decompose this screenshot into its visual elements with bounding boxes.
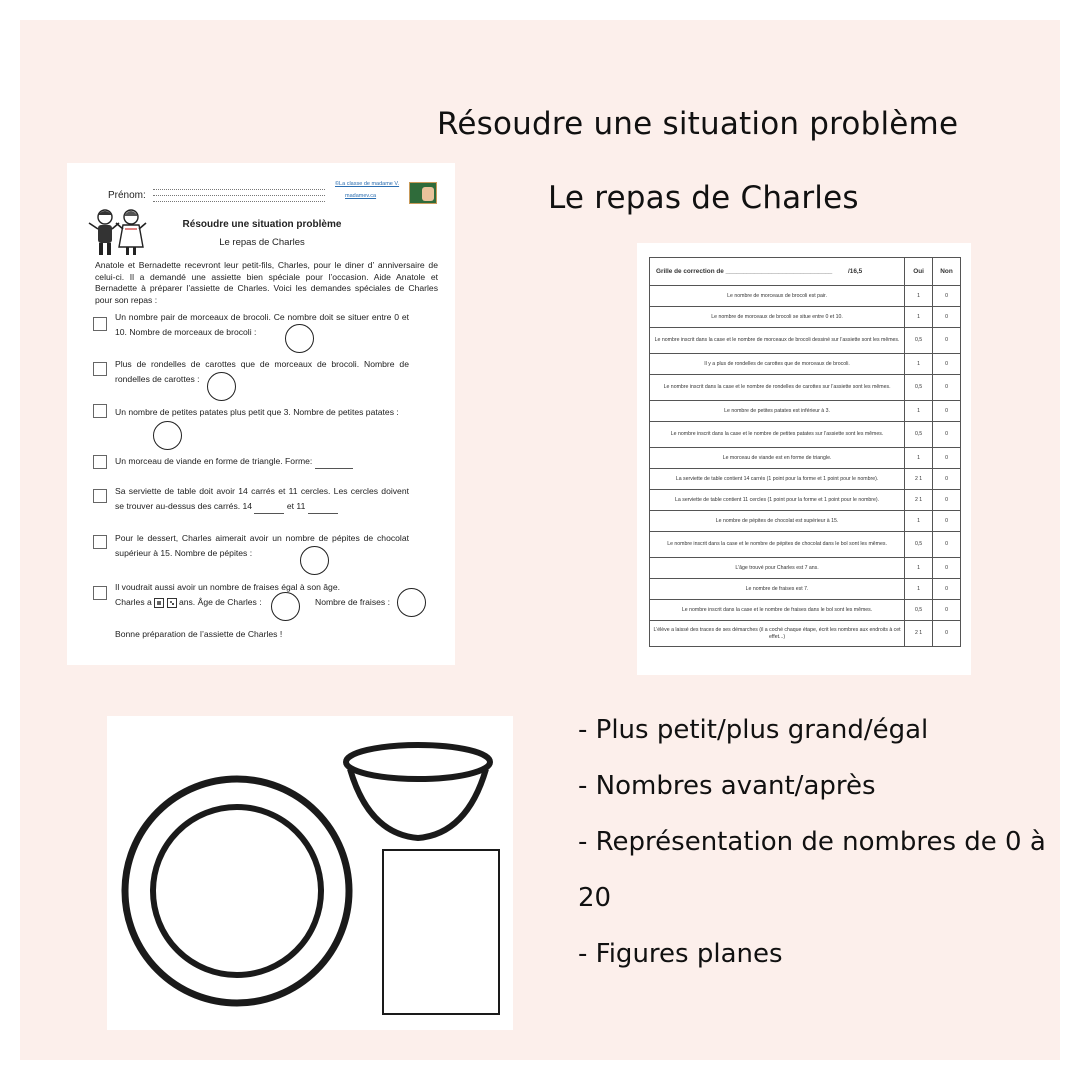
oui-points: 0,5 — [905, 532, 933, 558]
checkbox[interactable] — [93, 489, 107, 503]
dice-icon — [167, 598, 177, 608]
non-points: 0 — [933, 307, 961, 328]
question-7: Il voudrait aussi avoir un nombre de fraises égal à son âge. — [115, 582, 340, 592]
criterion-text: Le nombre inscrit dans la case et le nombre de pépites de chocolat dans le bol sont les mêmes. — [650, 532, 905, 558]
worksheet-title: Résoudre une situation problème — [182, 219, 342, 230]
grading-header-row — [650, 258, 961, 286]
oui-points: 0,5 — [905, 375, 933, 401]
credit-url: madamev.ca — [345, 193, 377, 199]
grading-table — [649, 257, 961, 647]
question-2: Plus de rondelles de carottes que de morceaux de brocoli. Nombre de rondelles de carottes : — [115, 359, 409, 384]
question-5-text: Sa serviette de table doit avoir 14 carrés et 11 cercles. Les cercles doivent se trouver au-dessus des carrés. 14 — [115, 486, 409, 511]
criterion-text: Le nombre de morceaux de brocoli est pair. — [650, 286, 905, 307]
napkin-rectangle — [383, 850, 499, 1014]
skill-item-2: - Nombres avant/après — [578, 771, 876, 801]
oui-points: 1 — [905, 579, 933, 600]
question-6: Pour le dessert, Charles aimerait avoir un nombre de pépites de chocolat supérieur à 15. Nombre de pépites : — [115, 533, 409, 558]
checkbox[interactable] — [93, 586, 107, 600]
strawberries-answer-circle[interactable] — [397, 588, 426, 617]
skill-item-4: - Figures planes — [578, 939, 783, 969]
chalkboard-logo — [409, 182, 437, 204]
non-points: 0 — [933, 511, 961, 532]
grading-row — [650, 621, 961, 647]
criterion-text: L’élève a laissé des traces de ses démarches (il a coché chaque étape, écrit les nombres aux endroits à cet effet...) — [650, 621, 905, 647]
plate-inner-rim — [153, 807, 321, 975]
grading-row — [650, 469, 961, 490]
non-points: 0 — [933, 375, 961, 401]
non-points: 0 — [933, 469, 961, 490]
plate-bowl-napkin-drawing — [107, 716, 513, 1030]
criterion-text: Le nombre de fraises est 7. — [650, 579, 905, 600]
non-points: 0 — [933, 532, 961, 558]
answer-circle[interactable] — [153, 421, 182, 450]
worksheet-subtitle: Le repas de Charles — [219, 237, 305, 248]
skills-list — [578, 702, 1048, 982]
question-5 — [115, 484, 409, 514]
dice-icon — [154, 598, 164, 608]
criterion-text: Il y a plus de rondelles de carottes que de morceaux de brocoli. — [650, 354, 905, 375]
plate-drawing-preview — [107, 716, 513, 1030]
answer-circle[interactable] — [300, 546, 329, 575]
name-line — [153, 201, 325, 202]
checkbox[interactable] — [93, 317, 107, 331]
oui-points: 1 — [905, 401, 933, 422]
name-line — [153, 195, 325, 196]
grading-total: /16,5 — [848, 268, 863, 275]
question-5-text-b: et 11 — [286, 501, 306, 511]
oui-header: Oui — [905, 258, 933, 286]
grading-row — [650, 422, 961, 448]
plate-outer-rim — [125, 779, 349, 1003]
criterion-text: Le nombre de pépites de chocolat est supérieur à 15. — [650, 511, 905, 532]
non-points: 0 — [933, 422, 961, 448]
answer-circle[interactable] — [207, 372, 236, 401]
answer-line[interactable] — [315, 468, 353, 469]
non-points: 0 — [933, 448, 961, 469]
grandparents-illustration — [85, 207, 151, 257]
non-points: 0 — [933, 401, 961, 422]
skill-item-3: - Représentation de nombres de 0 à 20 — [578, 827, 1046, 913]
bowl-rim — [346, 745, 490, 779]
credit-line: ©La classe de madame V. — [335, 181, 400, 187]
non-points: 0 — [933, 328, 961, 354]
question-7-text-b: ans. Âge de Charles : — [178, 597, 262, 607]
grading-row — [650, 354, 961, 375]
non-header: Non — [933, 258, 961, 286]
grading-row — [650, 286, 961, 307]
non-points: 0 — [933, 621, 961, 647]
oui-points: 1 — [905, 286, 933, 307]
question-4 — [115, 454, 409, 469]
oui-points: 2 1 — [905, 490, 933, 511]
criterion-text: Le nombre de morceaux de brocoli se situe entre 0 et 10. — [650, 307, 905, 328]
worksheet-closing: Bonne préparation de l’assiette de Charles ! — [115, 629, 283, 639]
worksheet-preview — [67, 163, 455, 665]
non-points: 0 — [933, 600, 961, 621]
grading-row — [650, 375, 961, 401]
grading-row — [650, 448, 961, 469]
answer-line[interactable] — [308, 513, 338, 514]
oui-points: 1 — [905, 307, 933, 328]
grading-title-cell — [650, 258, 905, 286]
prenom-label: Prénom: — [108, 190, 146, 201]
checkbox[interactable] — [93, 535, 107, 549]
non-points: 0 — [933, 354, 961, 375]
grading-row — [650, 328, 961, 354]
oui-points: 1 — [905, 448, 933, 469]
grading-row — [650, 558, 961, 579]
oui-points: 1 — [905, 354, 933, 375]
criterion-text: Le nombre inscrit dans la case et le nombre de rondelles de carottes sur l’assiette sont les mêmes. — [650, 375, 905, 401]
grading-row — [650, 579, 961, 600]
name-line — [153, 189, 325, 190]
oui-points: 2 1 — [905, 469, 933, 490]
non-points: 0 — [933, 490, 961, 511]
question-4-text: Un morceau de viande en forme de triangle. Forme: — [115, 456, 313, 466]
grading-row — [650, 511, 961, 532]
question-1: Un nombre pair de morceaux de brocoli. Ce nombre doit se situer entre 0 et 10. Nombre de morceaux de brocoli : — [115, 312, 409, 337]
grading-title: Grille de correction de ______________________________ — [656, 268, 833, 275]
non-points: 0 — [933, 579, 961, 600]
oui-points: 0,5 — [905, 600, 933, 621]
grading-row — [650, 307, 961, 328]
question-7-text-a: Charles a — [115, 597, 152, 607]
answer-line[interactable] — [254, 513, 284, 514]
grading-grid-preview — [637, 243, 971, 675]
question-3: Un nombre de petites patates plus petit que 3. Nombre de petites patates : — [115, 407, 399, 417]
checkbox[interactable] — [93, 455, 107, 469]
skill-item-1: - Plus petit/plus grand/égal — [578, 715, 929, 745]
criterion-text: La serviette de table contient 11 cercles (1 point pour la forme et 1 point pour le nombre). — [650, 490, 905, 511]
criterion-text: La serviette de table contient 14 carrés (1 point pour la forme et 1 point pour le nombre). — [650, 469, 905, 490]
question-7-line2 — [115, 595, 262, 610]
criterion-text: L’âge trouvé pour Charles est 7 ans. — [650, 558, 905, 579]
oui-points: 2 1 — [905, 621, 933, 647]
grading-row — [650, 600, 961, 621]
non-points: 0 — [933, 286, 961, 307]
criterion-text: Le morceau de viande est en forme de triangle. — [650, 448, 905, 469]
grading-row — [650, 532, 961, 558]
grading-row — [650, 401, 961, 422]
oui-points: 1 — [905, 511, 933, 532]
oui-points: 0,5 — [905, 422, 933, 448]
criterion-text: Le nombre inscrit dans la case et le nombre de petites patates sur l’assiette sont les mêmes. — [650, 422, 905, 448]
checkbox[interactable] — [93, 404, 107, 418]
worksheet-intro: Anatole et Bernadette recevront leur petit-fils, Charles, pour le diner d’ anniversaire de celui-ci. Il a demandé une assiette bien spéciale pour l’occasion. Aide Anatole et Bernadette à préparer l’assiette de Charles. Voici les demandes spéciales de Charles pour son repas : — [95, 260, 438, 305]
age-answer-circle[interactable] — [271, 592, 300, 621]
criterion-text: Le nombre de petites patates est inférieur à 3. — [650, 401, 905, 422]
grading-row — [650, 490, 961, 511]
checkbox[interactable] — [93, 362, 107, 376]
non-points: 0 — [933, 558, 961, 579]
header-title: Résoudre une situation problème — [437, 106, 959, 142]
answer-circle[interactable] — [285, 324, 314, 353]
oui-points: 0,5 — [905, 328, 933, 354]
criterion-text: Le nombre inscrit dans la case et le nombre de fraises dans le bol sont les mêmes. — [650, 600, 905, 621]
question-7-text-c: Nombre de fraises : — [315, 597, 390, 607]
oui-points: 1 — [905, 558, 933, 579]
header-subtitle: Le repas de Charles — [548, 180, 859, 216]
criterion-text: Le nombre inscrit dans la case et le nombre de morceaux de brocoli dessiné sur l’assiette sont les mêmes. — [650, 328, 905, 354]
